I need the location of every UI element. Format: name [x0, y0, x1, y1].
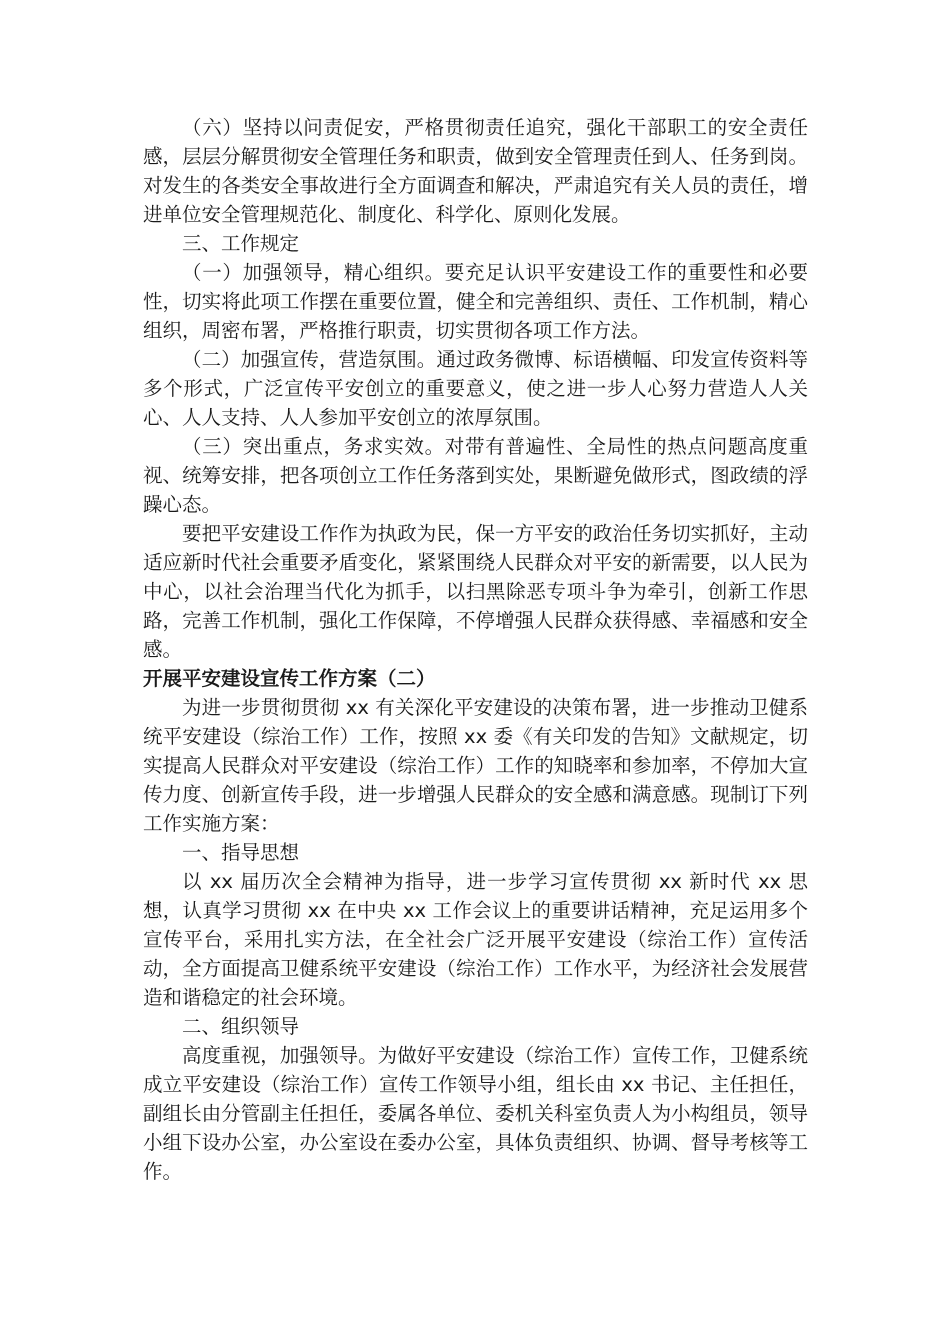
section-heading-organization: 二、组织领导 [182, 1015, 300, 1038]
paragraph-intro: 为进一步贯彻贯彻 xx 有关深化平安建设的决策布署，进一步推动卫健系统平安建设（综治工作）工作，按照 xx 委《有关印发的告知》文献规定，切实提高人民群众对平安建设（综治工作）工作的知晓率和参加率，不停加大宣传力度、创新宣传手段，进一步增强人民群众的安全感和满意感。现制订下列工作实施方案： [143, 696, 808, 835]
section-heading-work-requirements: 三、工作规定 [182, 232, 300, 255]
paragraph-guiding-thought: 以 xx 届历次全会精神为指导，进一步学习宣传贯彻 xx 新时代 xx 思想，认真学习贯彻 xx 在中央 xx 工作会议上的重要讲话精神，充足运用多个宣传平台，采用扎实方法，在全社会广泛开展平安建设（综治工作）宣传活动，全方面提高卫健系统平安建设（综治工作）工作水平，为经济社会发展营造和谐稳定的社会环境。 [143, 870, 808, 1009]
paragraph-organization: 高度重视，加强领导。为做好平安建设（综治工作）宣传工作，卫健系统成立平安建设（综治工作）宣传工作领导小组，组长由 xx 书记、主任担任，副组长由分管副主任担任，委属各单位、委机关科室负责人为小构组员，领导小组下设办公室，办公室设在委办公室，具体负责组织、协调、督导考核等工作。 [143, 1044, 808, 1183]
paragraph-summary: 要把平安建设工作作为执政为民，保一方平安的政治任务切实抓好，主动适应新时代社会重要矛盾变化，紧紧围绕人民群众对平安的新需要，以人民为中心，以社会治理当代化为抓手，以扫黑除恶专项斗争为牵引，创新工作思路，完善工作机制，强化工作保障，不停增强人民群众获得感、幸福感和安全感。 [143, 522, 808, 661]
document-page [143, 113, 808, 1186]
section-heading-guiding-thought: 一、指导思想 [182, 841, 300, 864]
paragraph-requirement-2: （二）加强宣传，营造氛围。通过政务微博、标语横幅、印发宣传资料等多个形式，广泛宣传平安创立的重要意义，使之进一步人心努力营造人人关心、人人支持、人人参加平安创立的浓厚氛围。 [143, 348, 808, 429]
paragraph-requirement-1: （一）加强领导，精心组织。要充足认识平安建设工作的重要性和必要性，切实将此项工作摆在重要位置，健全和完善组织、责任、工作机制，精心组织，周密布署，严格推行职责，切实贯彻各项工作方法。 [143, 261, 808, 342]
paragraph-requirement-3: （三）突出重点，务求实效。对带有普遍性、全局性的热点问题高度重视、统筹安排，把各项创立工作任务落到实处，果断避免做形式，图政绩的浮躁心态。 [143, 435, 808, 516]
paragraph-item-6: （六）坚持以问责促安，严格贯彻责任追究，强化干部职工的安全责任感，层层分解贯彻安全管理任务和职责，做到安全管理责任到人、任务到岗。对发生的各类安全事故进行全方面调查和解决，严肃追究有关人员的责任，增进单位安全管理规范化、制度化、科学化、原则化发展。 [143, 116, 808, 226]
document-title: 开展平安建设宣传工作方案（二） [143, 667, 436, 690]
